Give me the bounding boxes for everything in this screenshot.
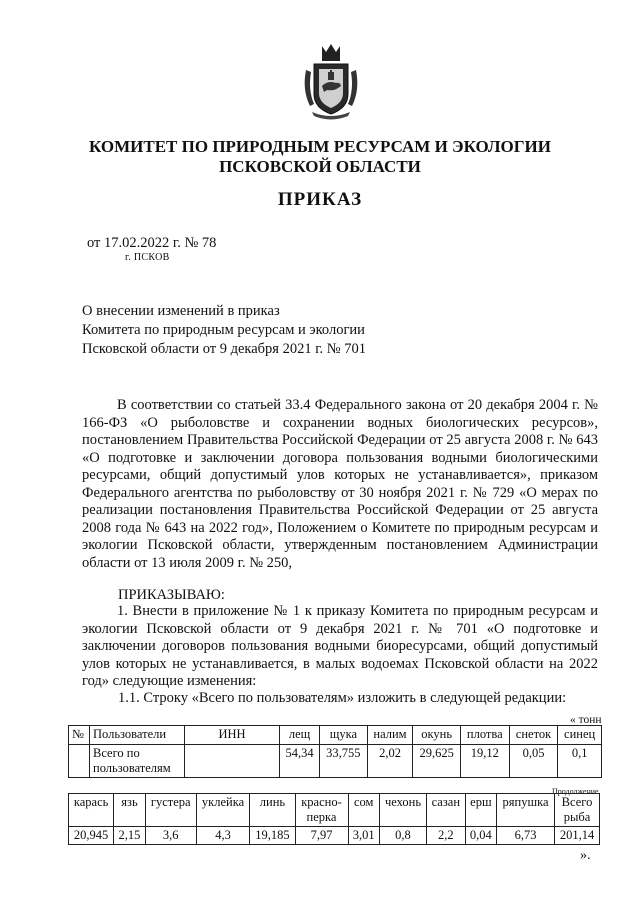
table-cell: 33,755: [320, 745, 367, 778]
units-label: « тонн: [570, 714, 602, 726]
table-cell: 2,2: [426, 827, 465, 845]
header-cell: сом: [348, 794, 379, 827]
header-cell: линь: [250, 794, 295, 827]
city: г. ПСКОВ: [125, 252, 170, 263]
date-and-number: от 17.02.2022 г. № 78: [87, 235, 217, 251]
header-cell: уклейка: [196, 794, 250, 827]
table-row: [69, 827, 600, 845]
document-type: ПРИКАЗ: [277, 189, 363, 210]
table-cell: 3,01: [348, 827, 379, 845]
fish-species-table: [68, 793, 600, 845]
committee-title-line2: ПСКОВСКОЙ ОБЛАСТИ: [219, 157, 421, 176]
order-word: ПРИКАЗЫВАЮ:: [118, 587, 225, 603]
header-cell: красно-перка: [295, 794, 348, 827]
header-cell: плотва: [460, 726, 509, 745]
order-subject: [82, 302, 442, 359]
table-cell: 0,04: [465, 827, 496, 845]
item-1-paragraph: 1. Внести в приложение № 1 к приказу Комитета по природным ресурсам и экологии Псковской области от 9 декабря 2021 г. № 701 «О подготовке и заключении договоров пользования водными биоресурсами, общий допустимый улов которых не устанавливается, в малых водоемах Псковской области на 2022 год» следующие изменения:: [82, 603, 598, 689]
item-1-1-paragraph: 1.1. Строку «Всего по пользователям» изложить в следующей редакции:: [118, 690, 567, 706]
table-cell: 2,02: [367, 745, 413, 778]
header-cell: густера: [145, 794, 196, 827]
header-cell: налим: [367, 726, 413, 745]
table-cell: 0,05: [509, 745, 558, 778]
table-cell: [185, 745, 280, 778]
header-cell: чехонь: [379, 794, 426, 827]
table-cell: Всего по пользователям: [90, 745, 185, 778]
header-cell: окунь: [413, 726, 460, 745]
header-cell: ряпушка: [497, 794, 555, 827]
table-cell: [69, 745, 90, 778]
header-cell: синец: [558, 726, 602, 745]
header-cell: язь: [114, 794, 145, 827]
table-cell: 29,625: [413, 745, 460, 778]
table-cell: 4,3: [196, 827, 250, 845]
continuation-label: Продолжение: [552, 787, 599, 796]
header-cell: ерш: [465, 794, 496, 827]
table-cell: 6,73: [497, 827, 555, 845]
header-cell: карась: [69, 794, 114, 827]
header-cell: №: [69, 726, 90, 745]
subject-line1: О внесении изменений в приказ: [82, 303, 280, 319]
header-cell: ИНН: [185, 726, 280, 745]
table-cell: 3,6: [145, 827, 196, 845]
table-cell: 20,945: [69, 827, 114, 845]
preamble-paragraph: В соответствии со статьей 33.4 Федерального закона от 20 декабря 2004 г. № 166-ФЗ «О рыболовстве и сохранении водных биологических ресурсов», постановлением Правительства Российской Федерации от 25 августа 2008 г. № 643 «О подготовке и заключении договора пользования водными биологическими ресурсами, общий допустимый улов которых не устанавливается», приказом Федерального агентства по рыболовству от 30 ноября 2021 г. № 729 «О мерах по реализации постановления Правительства Российской Федерации от 25 августа 2008 года № 643 на 2022 год», Положением о Комитете по природным ресурсам и экологии Псковской области, утвержденным постановлением Администрации области от 13 июля 2009 г. № 250,: [82, 397, 598, 571]
header-cell: лещ: [280, 726, 320, 745]
table-cell: 0,1: [558, 745, 602, 778]
header-cell: снеток: [509, 726, 558, 745]
table-cell: 201,14: [555, 827, 600, 845]
committee-title: [0, 137, 640, 177]
committee-title-line1: КОМИТЕТ ПО ПРИРОДНЫМ РЕСУРСАМ И ЭКОЛОГИИ: [88, 137, 552, 156]
header-cell: Всего рыба: [555, 794, 600, 827]
table-cell: 19,12: [460, 745, 509, 778]
table-cell: 7,97: [295, 827, 348, 845]
subject-line3: Псковской области от 9 декабря 2021 г. № 701: [82, 341, 366, 357]
header-cell: щука: [320, 726, 367, 745]
table-cell: 0,8: [379, 827, 426, 845]
table-cell: 54,34: [280, 745, 320, 778]
table-header-row: [69, 726, 602, 745]
table-cell: 19,185: [250, 827, 295, 845]
table-cell: 2,15: [114, 827, 145, 845]
users-table: [68, 725, 602, 778]
closing-quote: ».: [580, 848, 591, 863]
table-row: [69, 745, 602, 778]
header-cell: Пользователи: [90, 726, 185, 745]
subject-line2: Комитета по природным ресурсам и экологии: [82, 322, 365, 338]
header-cell: сазан: [426, 794, 465, 827]
table-header-row: [69, 794, 600, 827]
coat-of-arms-emblem: [300, 42, 362, 120]
